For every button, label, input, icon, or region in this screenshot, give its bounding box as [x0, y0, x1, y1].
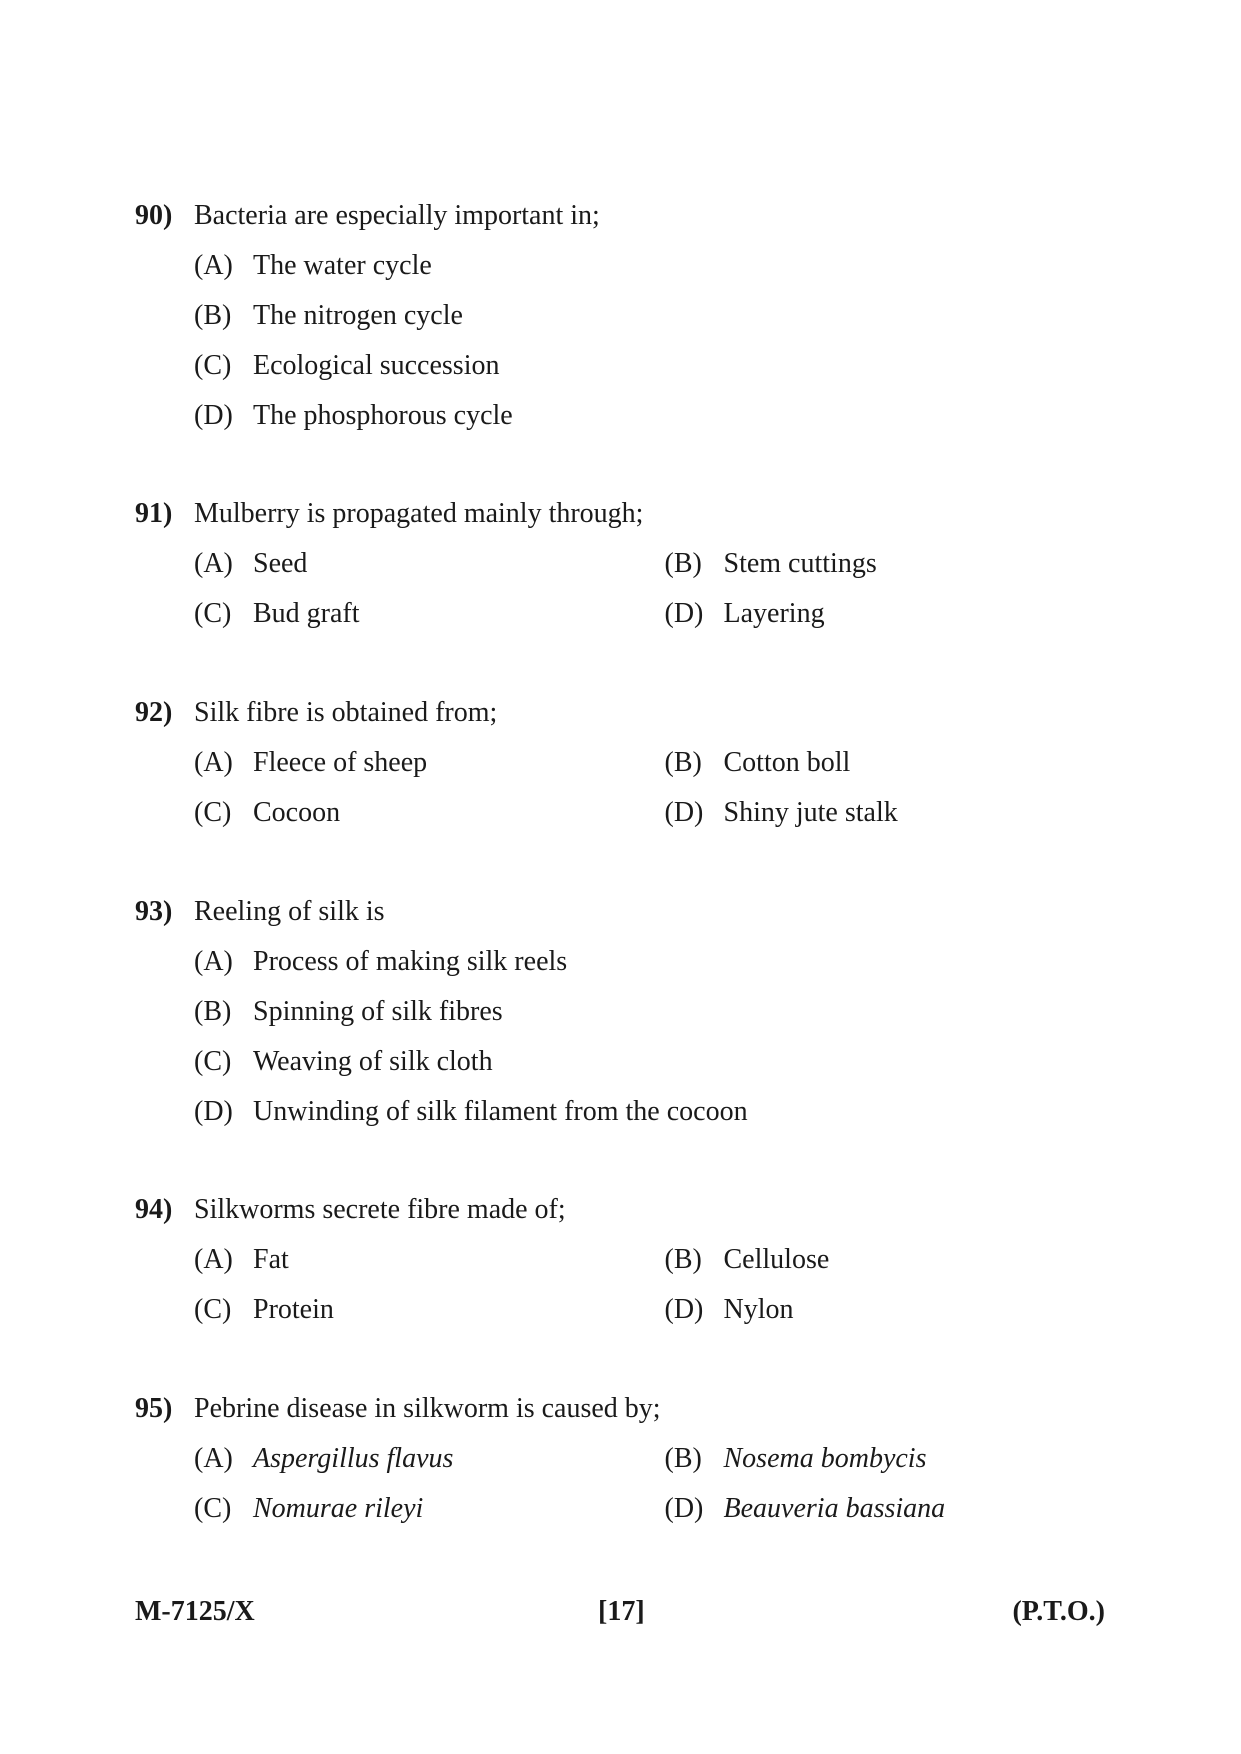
- option-key: (B): [664, 1443, 702, 1474]
- option-d: [194, 1096, 748, 1128]
- options-list: [194, 1244, 1135, 1344]
- option-c: [194, 797, 665, 829]
- question-number: 94): [135, 1194, 173, 1225]
- option-c: [194, 1493, 665, 1525]
- question-text: Mulberry is propagated mainly through;: [194, 498, 644, 529]
- question-number: 93): [135, 896, 173, 927]
- option-text: Cocoon: [253, 797, 341, 828]
- option-text: Fleece of sheep: [253, 747, 428, 778]
- option-text: Seed: [253, 548, 308, 579]
- option-key: (C): [194, 350, 232, 381]
- option-text: Nosema bombycis: [723, 1443, 927, 1474]
- option-key: (D): [194, 400, 233, 431]
- option-key: (D): [664, 1294, 704, 1325]
- option-key: (C): [194, 598, 232, 629]
- options-list: [194, 1443, 1135, 1543]
- option-a: [194, 946, 567, 978]
- option-key: (B): [194, 300, 232, 331]
- option-key: (A): [194, 946, 233, 977]
- option-text: The phosphorous cycle: [253, 400, 513, 431]
- option-d: [665, 598, 1136, 630]
- question-text: Silk fibre is obtained from;: [194, 697, 498, 728]
- option-d: [665, 1493, 1136, 1525]
- question-text: Reeling of silk is: [194, 896, 385, 927]
- question-text: Pebrine disease in silkworm is caused by;: [194, 1393, 661, 1424]
- option-a: [194, 1443, 665, 1475]
- options-list: [194, 946, 1135, 1146]
- option-text: Bud graft: [253, 598, 360, 629]
- option-d: [665, 797, 1136, 829]
- option-text: Spinning of silk fibres: [253, 996, 503, 1027]
- question-92: [135, 697, 1135, 847]
- option-key: (A): [194, 250, 233, 281]
- option-key: (D): [194, 1096, 233, 1127]
- option-b: [665, 747, 1136, 779]
- question-number: 95): [135, 1393, 173, 1424]
- option-key: (A): [194, 1244, 233, 1275]
- option-a: [194, 747, 665, 779]
- option-key: (D): [664, 598, 704, 629]
- option-text: Stem cuttings: [723, 548, 877, 579]
- option-key: (A): [194, 1443, 233, 1474]
- option-text: Shiny jute stalk: [723, 797, 898, 828]
- paper-code: M-7125/X: [135, 1596, 255, 1627]
- option-d: [665, 1294, 1136, 1326]
- question-text: Silkworms secrete fibre made of;: [194, 1194, 566, 1225]
- question-number: 91): [135, 498, 173, 529]
- pto-label: (P.T.O.): [1012, 1596, 1105, 1627]
- options-list: [194, 747, 1135, 847]
- question-93: [135, 896, 1135, 1146]
- option-key: (C): [194, 1493, 232, 1524]
- option-text: Fat: [253, 1244, 289, 1275]
- option-key: (D): [664, 797, 704, 828]
- option-text: Protein: [253, 1294, 334, 1325]
- option-a: [194, 1244, 665, 1276]
- option-b: [665, 1244, 1136, 1276]
- option-b: [194, 996, 503, 1028]
- option-key: (D): [664, 1493, 704, 1524]
- option-text: Cellulose: [723, 1244, 830, 1275]
- option-c: [194, 350, 499, 382]
- option-key: (B): [194, 996, 232, 1027]
- option-key: (B): [664, 548, 702, 579]
- question-91: [135, 498, 1135, 648]
- options-list: [194, 548, 1135, 648]
- option-text: Nomurae rileyi: [253, 1493, 424, 1524]
- option-text: Weaving of silk cloth: [253, 1046, 493, 1077]
- option-a: [194, 548, 665, 580]
- option-b: [665, 548, 1136, 580]
- option-text: Cotton boll: [723, 747, 851, 778]
- option-text: Nylon: [723, 1294, 794, 1325]
- option-text: Ecological succession: [253, 350, 500, 381]
- option-text: Layering: [723, 598, 825, 629]
- option-text: Unwinding of silk filament from the cocoon: [253, 1096, 748, 1127]
- option-c: [194, 598, 665, 630]
- option-text: The nitrogen cycle: [253, 300, 463, 331]
- option-d: [194, 400, 513, 432]
- option-text: Process of making silk reels: [253, 946, 568, 977]
- option-key: (C): [194, 797, 232, 828]
- question-number: 90): [135, 200, 173, 231]
- question-text: Bacteria are especially important in;: [194, 200, 600, 231]
- question-94: [135, 1194, 1135, 1344]
- option-key: (A): [194, 747, 233, 778]
- option-c: [194, 1046, 493, 1078]
- option-key: (C): [194, 1046, 232, 1077]
- question-95: [135, 1393, 1135, 1543]
- option-b: [665, 1443, 1136, 1475]
- option-key: (B): [664, 747, 702, 778]
- option-c: [194, 1294, 665, 1326]
- option-text: Aspergillus flavus: [253, 1443, 454, 1474]
- option-text: The water cycle: [253, 250, 432, 281]
- option-a: [194, 250, 432, 282]
- option-key: (B): [664, 1244, 702, 1275]
- option-key: (C): [194, 1294, 232, 1325]
- option-b: [194, 300, 463, 332]
- option-key: (A): [194, 548, 233, 579]
- option-text: Beauveria bassiana: [723, 1493, 946, 1524]
- page-number: [17]: [598, 1596, 645, 1627]
- question-90: [135, 200, 1135, 450]
- options-list: [194, 250, 1135, 450]
- question-number: 92): [135, 697, 173, 728]
